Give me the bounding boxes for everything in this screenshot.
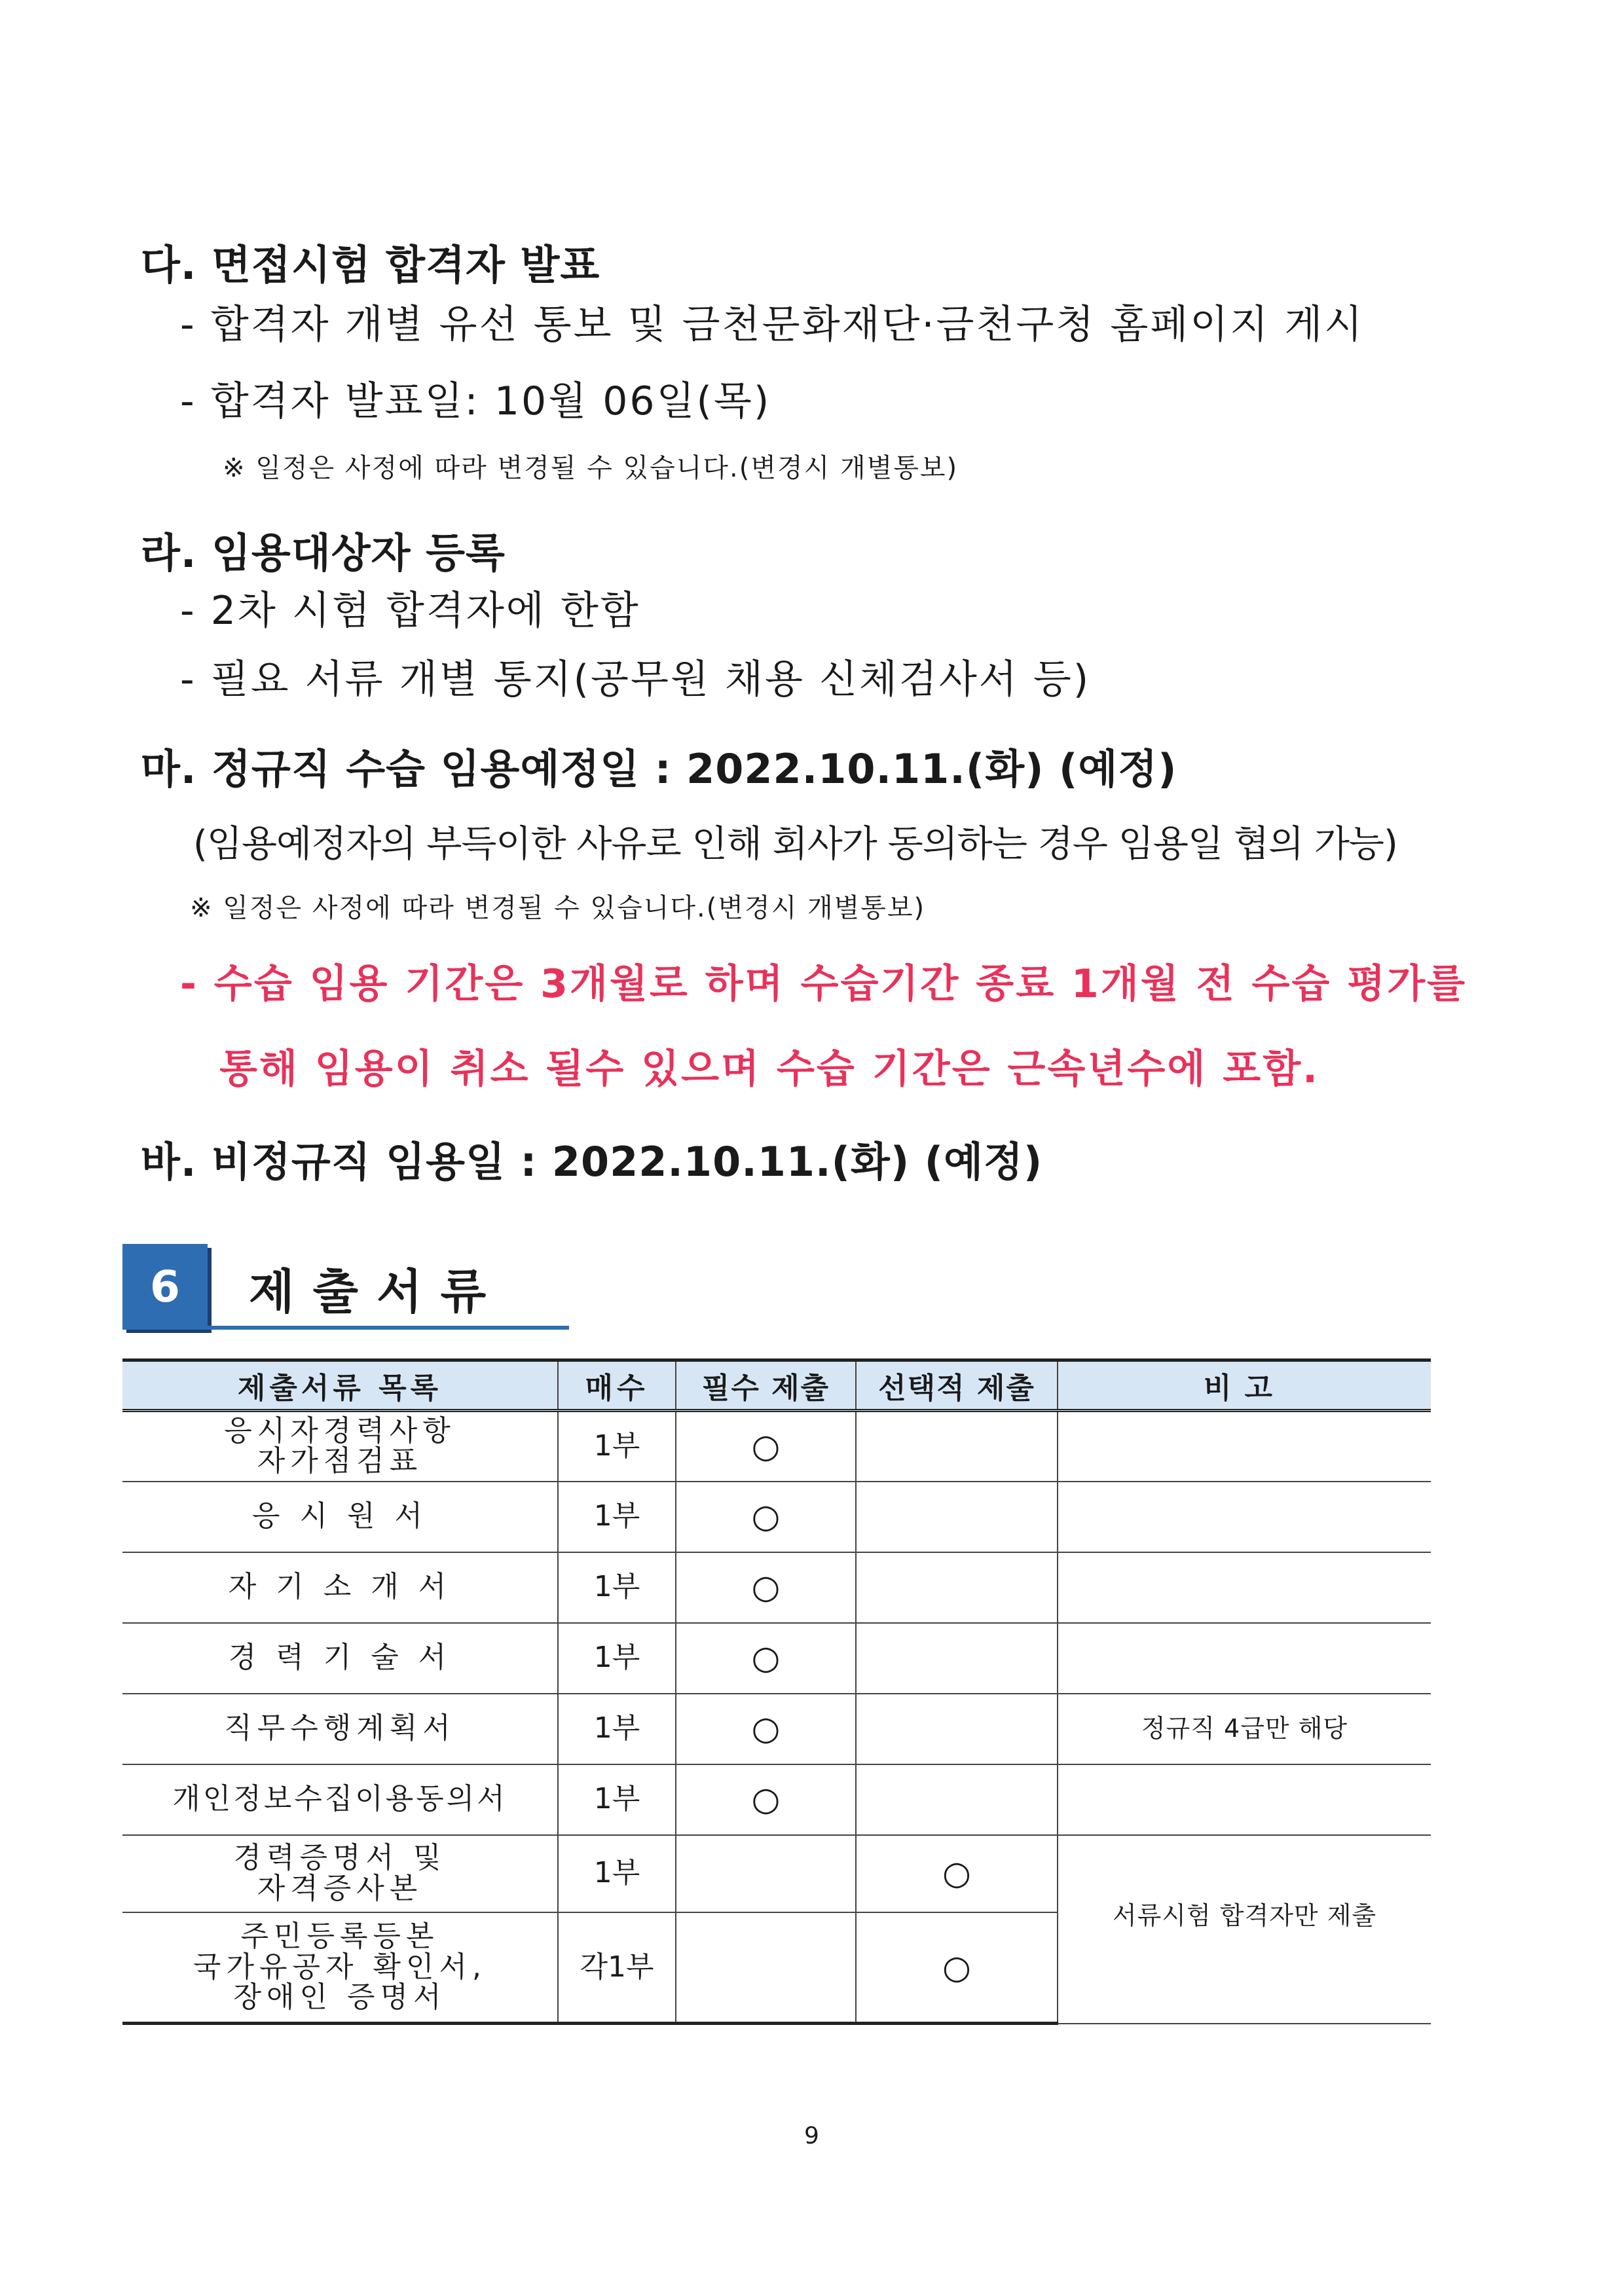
- doc-cell: 자 기 소 개 서: [122, 1552, 558, 1623]
- section-ra-line2: - 필요 서류 개별 통지(공무원 채용 신체검사서 등): [180, 657, 1091, 702]
- section-title-underline: [122, 1326, 569, 1330]
- doc-cell: 응시자경력사항 자가점검표: [122, 1411, 558, 1482]
- section-da-heading: 다. 면접시험 합격자 발표: [141, 241, 600, 289]
- remarks-cell: 정규직 4급만 해당: [1058, 1694, 1431, 1764]
- table-row: [122, 1835, 1431, 1912]
- count-cell: 1부: [558, 1764, 676, 1835]
- optional-cell: [856, 1411, 1058, 1482]
- optional-cell: [856, 1764, 1058, 1835]
- optional-cell: [856, 1482, 1058, 1552]
- required-cell: ○: [676, 1694, 856, 1764]
- required-cell: [676, 1835, 856, 1912]
- doc-cell: 주민등록등본 국가유공자 확인서, 장애인 증명서: [122, 1912, 558, 2024]
- section-da-note: ※ 일정은 사정에 따라 변경될 수 있습니다.(변경시 개별통보): [223, 453, 959, 483]
- header-required: 필수 제출: [676, 1360, 856, 1411]
- doc-cell: 개인정보수집이용동의서: [122, 1764, 558, 1835]
- required-cell: [676, 1912, 856, 2024]
- count-cell: 1부: [558, 1411, 676, 1482]
- page-number: 9: [804, 2123, 819, 2149]
- required-cell: ○: [676, 1482, 856, 1552]
- table-row: [122, 1694, 1431, 1764]
- optional-cell: ○: [856, 1912, 1058, 2024]
- table-header-row: [122, 1360, 1431, 1411]
- required-cell: ○: [676, 1411, 856, 1482]
- remarks-cell: [1058, 1552, 1431, 1623]
- count-cell: 각1부: [558, 1912, 676, 2024]
- remarks-cell: [1058, 1411, 1431, 1482]
- remarks-cell: [1058, 1482, 1431, 1552]
- section-ra-heading: 라. 임용대상자 등록: [141, 529, 506, 577]
- table-row: [122, 1482, 1431, 1552]
- header-count: 매수: [558, 1360, 676, 1411]
- section-ma-red-line1: - 수습 임용 기간은 3개월로 하며 수습기간 종료 1개월 전 수습 평가를: [180, 961, 1467, 1007]
- table-row: [122, 1411, 1431, 1482]
- section-da-line2: - 합격자 발표일: 10월 06일(목): [180, 378, 771, 424]
- doc-cell: 직무수행계획서: [122, 1694, 558, 1764]
- remarks-cell: [1058, 1764, 1431, 1835]
- required-cell: ○: [676, 1552, 856, 1623]
- section-da-line1: - 합격자 개별 유선 통보 및 금천문화재단·금천구청 홈페이지 게시: [180, 302, 1365, 348]
- header-optional: 선택적 제출: [856, 1360, 1058, 1411]
- count-cell: 1부: [558, 1835, 676, 1912]
- remarks-cell: [1058, 1623, 1431, 1694]
- header-doc: 제출서류 목록: [122, 1360, 558, 1411]
- section-ba-heading: 바. 비정규직 임용일 : 2022.10.11.(화) (예정): [141, 1138, 1043, 1186]
- optional-cell: [856, 1552, 1058, 1623]
- table-row: [122, 1552, 1431, 1623]
- required-cell: ○: [676, 1764, 856, 1835]
- section-ra-line1: - 2차 시험 합격자에 한함: [180, 588, 640, 634]
- section-ma-red-line2: 통해 임용이 취소 될수 있으며 수습 기간은 근속년수에 포함.: [219, 1046, 1320, 1092]
- optional-cell: [856, 1623, 1058, 1694]
- documents-table: [122, 1358, 1431, 2025]
- section-ma-note: ※ 일정은 사정에 따라 변경될 수 있습니다.(변경시 개별통보): [190, 893, 926, 923]
- doc-cell: 경 력 기 술 서: [122, 1623, 558, 1694]
- count-cell: 1부: [558, 1482, 676, 1552]
- count-cell: 1부: [558, 1694, 676, 1764]
- required-cell: ○: [676, 1623, 856, 1694]
- doc-cell: 응 시 원 서: [122, 1482, 558, 1552]
- section-title: 제출서류: [249, 1264, 505, 1319]
- section-ma-paren: (임용예정자의 부득이한 사유로 인해 회사가 동의하는 경우 임용일 협의 가능): [193, 823, 1397, 866]
- optional-cell: [856, 1694, 1058, 1764]
- section-number-badge: 6: [122, 1244, 208, 1329]
- header-remarks: 비고: [1058, 1360, 1431, 1411]
- section-ma-heading: 마. 정규직 수습 임용예정일 : 2022.10.11.(화) (예정): [141, 745, 1177, 793]
- count-cell: 1부: [558, 1623, 676, 1694]
- doc-cell: 경력증명서 및 자격증사본: [122, 1835, 558, 1912]
- remarks-cell: 서류시험 합격자만 제출: [1058, 1835, 1431, 2024]
- optional-cell: ○: [856, 1835, 1058, 1912]
- count-cell: 1부: [558, 1552, 676, 1623]
- table-row: [122, 1764, 1431, 1835]
- table-row: [122, 1623, 1431, 1694]
